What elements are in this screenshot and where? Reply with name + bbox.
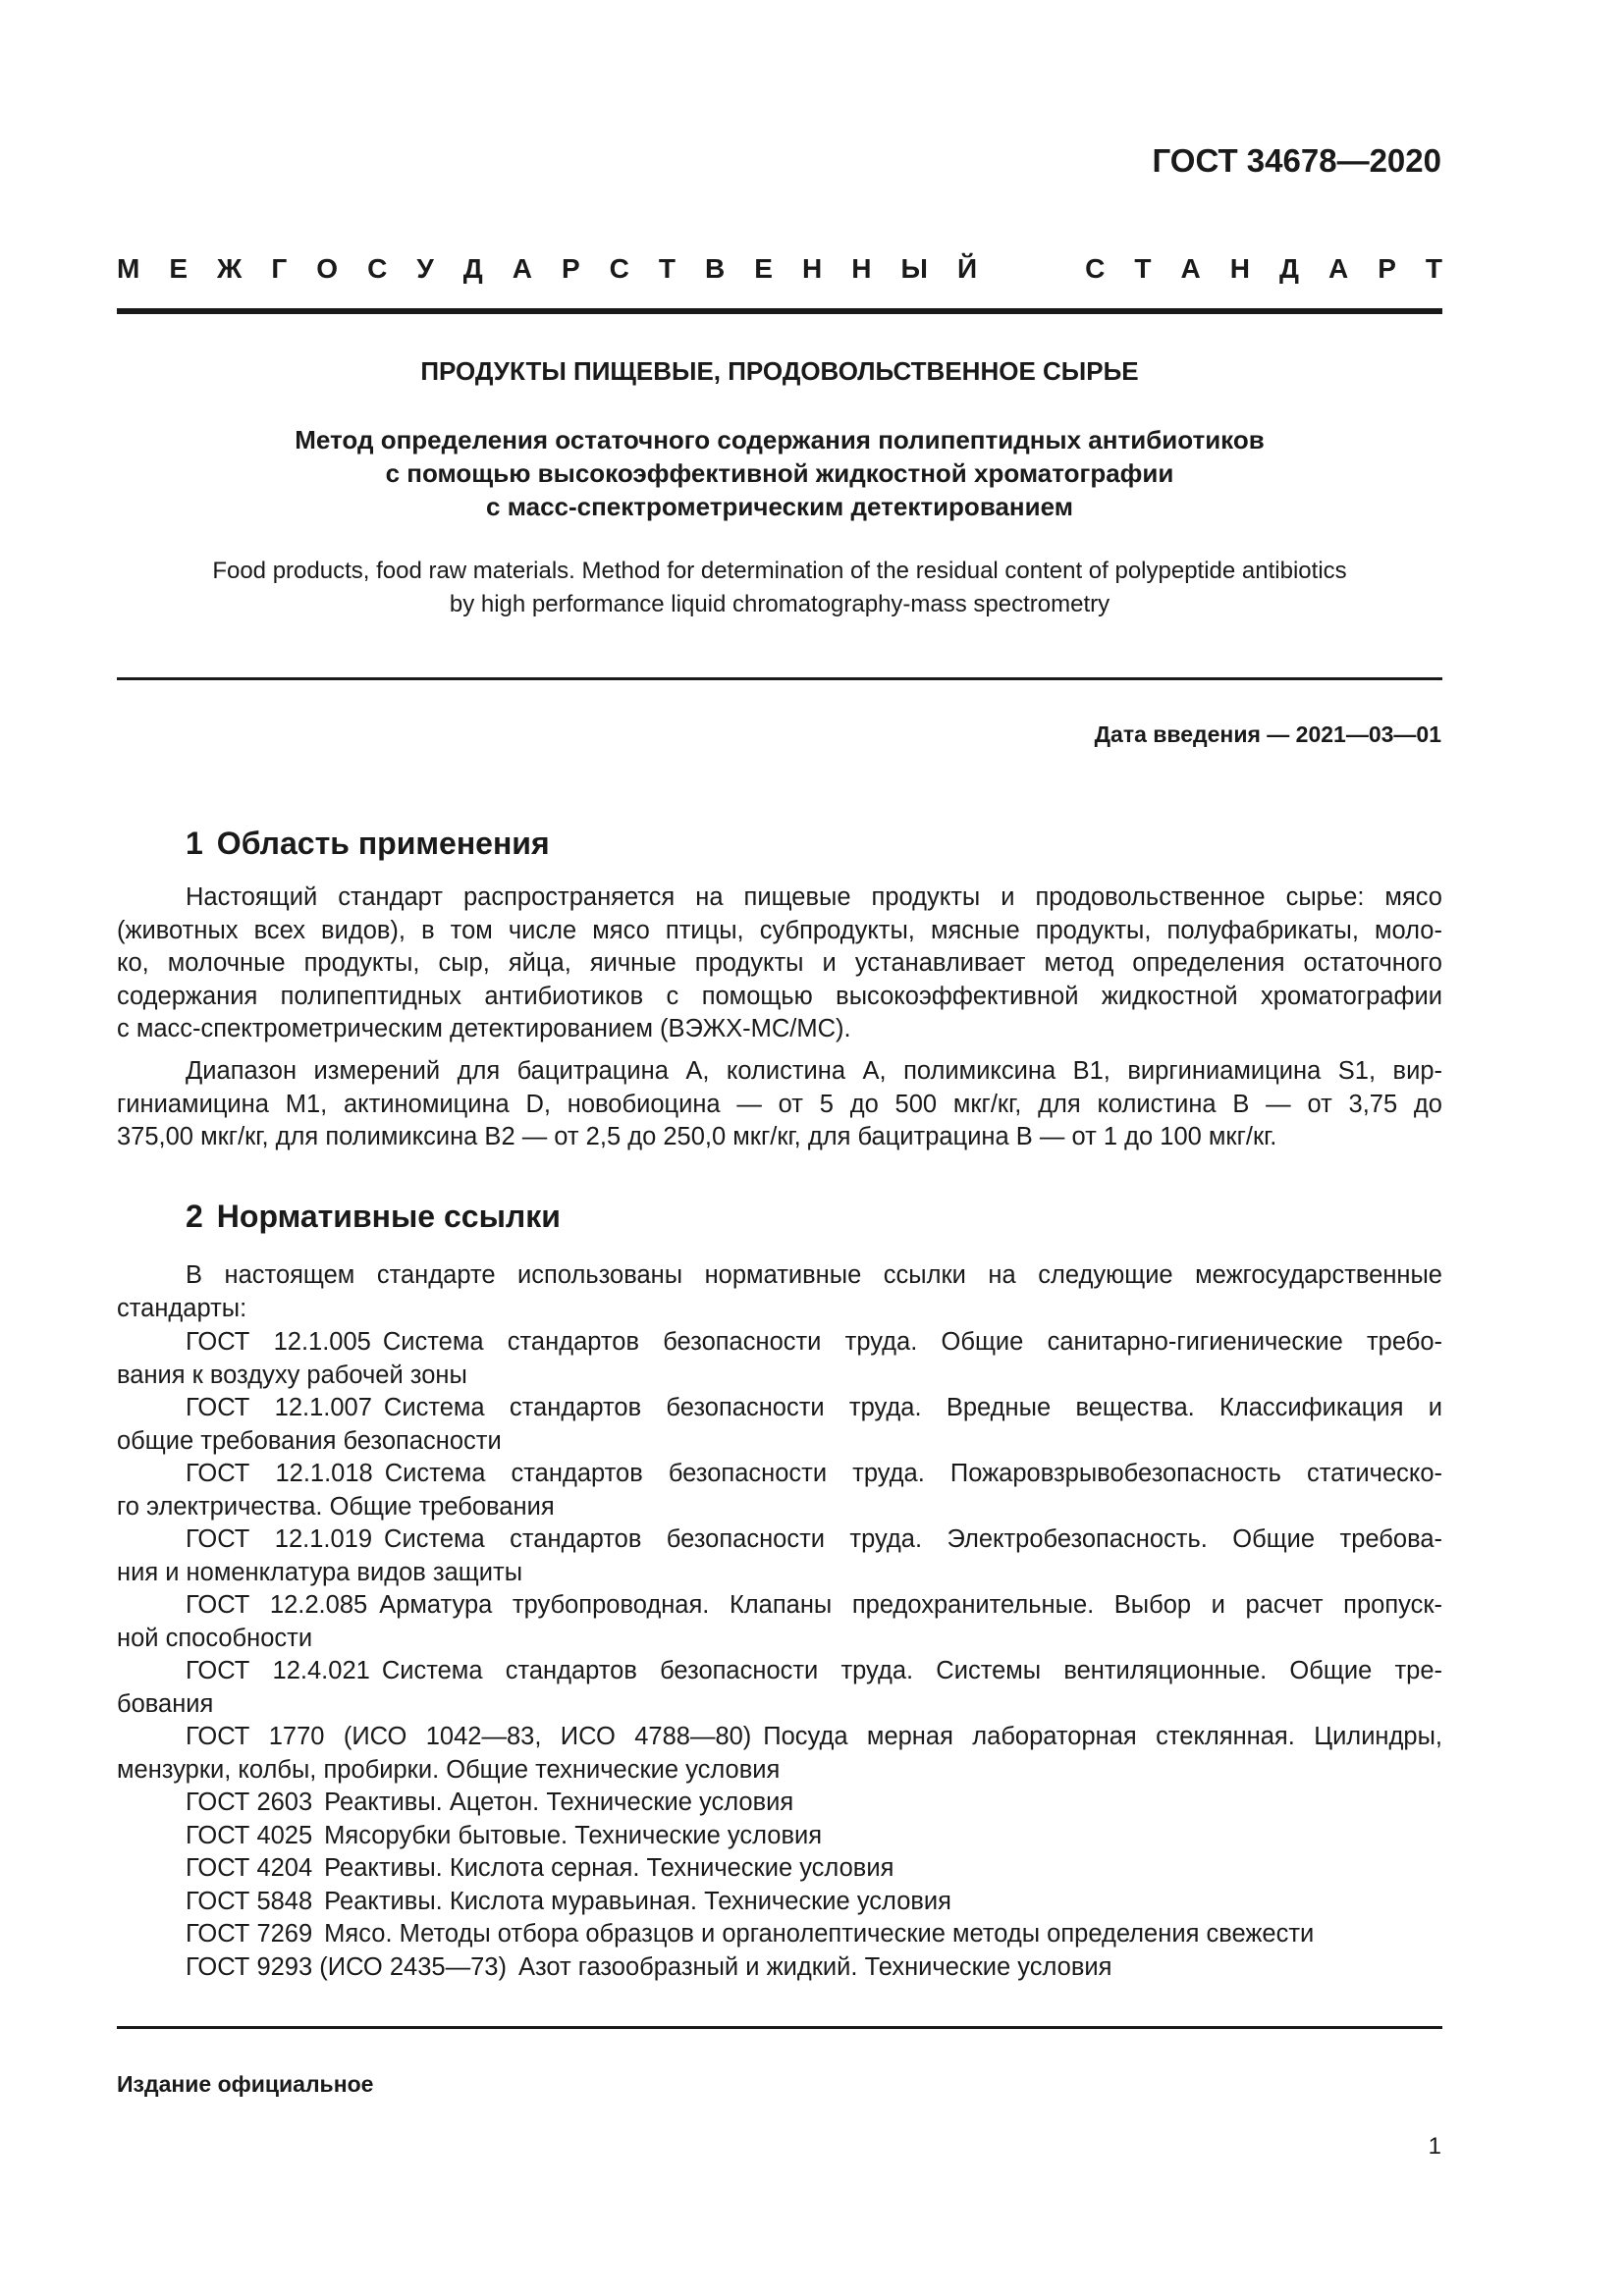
section-number: 1 — [186, 826, 203, 861]
banner-letter: Н — [1229, 253, 1250, 284]
document-title: ПРОДУКТЫ ПИЩЕВЫЕ, ПРОДОВОЛЬСТВЕННОЕ СЫРЬЕ — [420, 356, 1139, 386]
reference-code: ГОСТ 1770 (ИСО 1042—83, ИСО 4788—80) — [186, 1723, 752, 1750]
banner-letter: С — [609, 253, 629, 284]
standard-type-banner — [117, 247, 1442, 291]
reference-title: Система стандартов безопасности труда. Электробезопасность. Общие требова- — [384, 1525, 1442, 1553]
text-line: 375,00 мкг/кг, для полимиксина В2 — от 2,5 до 250,0 мкг/кг, для бацитрацина В — от 1 до 100 мкг/кг. — [117, 1123, 1277, 1150]
reference-title-continuation: ной способности — [117, 1624, 313, 1652]
reference-item — [117, 1951, 1442, 1985]
reference-item — [117, 1787, 1442, 1820]
reference-code: ГОСТ 12.1.019 — [186, 1525, 373, 1553]
english-title-line: Food products, food raw materials. Method for determination of the residual content of polypeptide antibiotics — [212, 558, 1347, 584]
reference-title-continuation: мензурки, колбы, пробирки. Общие технические условия — [117, 1755, 781, 1784]
reference-title: Система стандартов безопасности труда. Общие санитарно-гигиенические требо- — [382, 1328, 1443, 1356]
reference-item — [117, 1918, 1442, 1951]
section-number: 2 — [186, 1199, 203, 1234]
text-line: гиниамицина M1, актиномицина D, новобиоцина — от 5 до 500 мкг/кг, для колистина В — от 3,75 до — [117, 1090, 1442, 1118]
banner-letter: Т — [1134, 253, 1152, 284]
banner-letter: О — [316, 253, 339, 284]
banner-letter: С — [367, 253, 388, 284]
page-number: 1 — [1428, 2133, 1441, 2160]
banner-letter: С — [1085, 253, 1106, 284]
reference-item — [117, 1458, 1442, 1491]
reference-code: ГОСТ 5848 — [186, 1887, 313, 1915]
reference-title: Реактивы. Кислота муравьиная. Технические условия — [324, 1887, 951, 1915]
reference-title: Система стандартов безопасности труда. Системы вентиляционные. Общие тре- — [381, 1657, 1443, 1684]
text-line: (животных всех видов), в том числе мясо птицы, субпродукты, мясные продукты, полуфабрикаты, моло- — [117, 916, 1442, 944]
official-edition-label: Издание официальное — [117, 2071, 374, 2097]
reference-title: Система стандартов безопасности труда. Вредные вещества. Классификация и — [383, 1394, 1442, 1421]
banner-letter: Е — [754, 253, 773, 284]
reference-item — [117, 1655, 1442, 1688]
reference-item — [117, 1589, 1442, 1623]
reference-item — [117, 1820, 1442, 1853]
banner-letter: А — [1180, 253, 1201, 284]
banner-letter: А — [1327, 253, 1349, 284]
banner-letter: Д — [462, 253, 483, 284]
reference-item — [117, 1392, 1442, 1425]
subtitle-line: Метод определения остаточного содержания полипептидных антибиотиков — [295, 425, 1265, 454]
banner-letter: Т — [1425, 253, 1442, 284]
text-line: В настоящем стандарте использованы нормативные ссылки на следующие межгосударственные — [186, 1261, 1442, 1289]
section-title: Область применения — [216, 826, 550, 861]
section-heading-scope — [186, 826, 550, 862]
references-intro — [117, 1259, 1442, 1325]
banner-letter: Д — [1278, 253, 1299, 284]
reference-item — [117, 1326, 1442, 1360]
reference-item — [117, 1886, 1442, 1919]
text-line: стандарты: — [117, 1294, 247, 1322]
reference-item — [117, 1721, 1442, 1754]
reference-title: Арматура трубопроводная. Клапаны предохранительные. Выбор и расчет пропуск- — [379, 1591, 1442, 1619]
banner-letter: В — [705, 253, 726, 284]
scope-paragraph — [117, 881, 1442, 1046]
reference-title: Посуда мерная лабораторная стеклянная. Цилиндры, — [763, 1723, 1442, 1750]
reference-title-continuation: общие требования безопасности — [117, 1426, 502, 1455]
reference-code: ГОСТ 2603 — [186, 1789, 313, 1816]
banner-letter: Р — [561, 253, 580, 284]
reference-item — [117, 1523, 1442, 1557]
banner-letter: Р — [1378, 253, 1396, 284]
subtitle-line: с помощью высокоэффективной жидкостной хроматографии — [385, 458, 1174, 488]
reference-code: ГОСТ 12.1.007 — [186, 1394, 372, 1421]
banner-letter: Ж — [217, 253, 243, 284]
text-line: ко, молочные продукты, сыр, яйца, яичные продукты и устанавливает метод определения остаточного — [117, 949, 1442, 977]
document-subtitle — [117, 423, 1442, 523]
section-title: Нормативные ссылки — [216, 1199, 561, 1234]
reference-title-continuation: ния и номенклатура видов защиты — [117, 1558, 523, 1586]
text-line: содержания полипептидных антибиотиков с помощью высокоэффективной жидкостной хроматографии — [117, 982, 1442, 1010]
reference-title: Азот газообразный и жидкий. Технические условия — [517, 1952, 1112, 1981]
banner-letter: А — [512, 253, 532, 284]
reference-title: Система стандартов безопасности труда. Пожаровзрывобезопасность статическо- — [384, 1460, 1442, 1487]
english-title-line: by high performance liquid chromatography-mass spectrometry — [449, 591, 1110, 617]
title-rule — [117, 677, 1442, 680]
banner-letter: М — [117, 253, 140, 284]
header-rule — [117, 308, 1442, 314]
reference-title-continuation: го электричества. Общие требования — [117, 1492, 555, 1521]
banner-letter: У — [416, 253, 434, 284]
reference-title-continuation: бования — [117, 1689, 214, 1718]
banner-letter: Н — [802, 253, 823, 284]
reference-title: Мясорубки бытовые. Технические условия — [324, 1821, 823, 1849]
banner-letter: Ы — [900, 253, 928, 284]
standard-code: ГОСТ 34678—2020 — [1152, 142, 1441, 179]
reference-code: ГОСТ 9293 (ИСО 2435—73) — [186, 1952, 507, 1981]
range-paragraph — [117, 1055, 1442, 1154]
banner-letter: Т — [658, 253, 677, 284]
reference-code: ГОСТ 7269 — [186, 1920, 313, 1948]
text-line: Настоящий стандарт распространяется на пищевые продукты и продовольственное сырье: мясо — [186, 883, 1442, 911]
reference-code: ГОСТ 4025 — [186, 1821, 313, 1849]
reference-code: ГОСТ 12.2.085 — [186, 1591, 368, 1619]
reference-title: Реактивы. Кислота серная. Технические условия — [324, 1854, 894, 1882]
banner-letter: Н — [851, 253, 872, 284]
english-title — [117, 555, 1442, 621]
subtitle-line: с масс-спектрометрическим детектированием — [486, 492, 1073, 521]
banner-letter: Г — [271, 253, 288, 284]
reference-code: ГОСТ 12.4.021 — [186, 1657, 370, 1684]
reference-item — [117, 1852, 1442, 1886]
reference-title-continuation: вания к воздуху рабочей зоны — [117, 1361, 467, 1389]
references-list — [117, 1326, 1442, 1984]
footer-rule — [117, 2026, 1442, 2029]
banner-letter: Е — [169, 253, 189, 284]
text-line: Диапазон измерений для бацитрацина А, колистина А, полимиксина В1, виргиниамицина S1, вир- — [186, 1057, 1442, 1085]
reference-code: ГОСТ 12.1.018 — [186, 1460, 373, 1487]
reference-code: ГОСТ 4204 — [186, 1854, 313, 1882]
banner-letter: Й — [956, 253, 978, 284]
reference-title: Мясо. Методы отбора образцов и органолептические методы определения свежести — [324, 1920, 1315, 1948]
reference-title: Реактивы. Ацетон. Технические условия — [324, 1789, 794, 1816]
reference-code: ГОСТ 12.1.005 — [186, 1328, 371, 1356]
introduction-date: Дата введения — 2021—03—01 — [1094, 721, 1441, 747]
text-line: с масс-спектрометрическим детектированием (ВЭЖХ-МС/МС). — [117, 1015, 851, 1042]
section-heading-references — [186, 1199, 561, 1235]
